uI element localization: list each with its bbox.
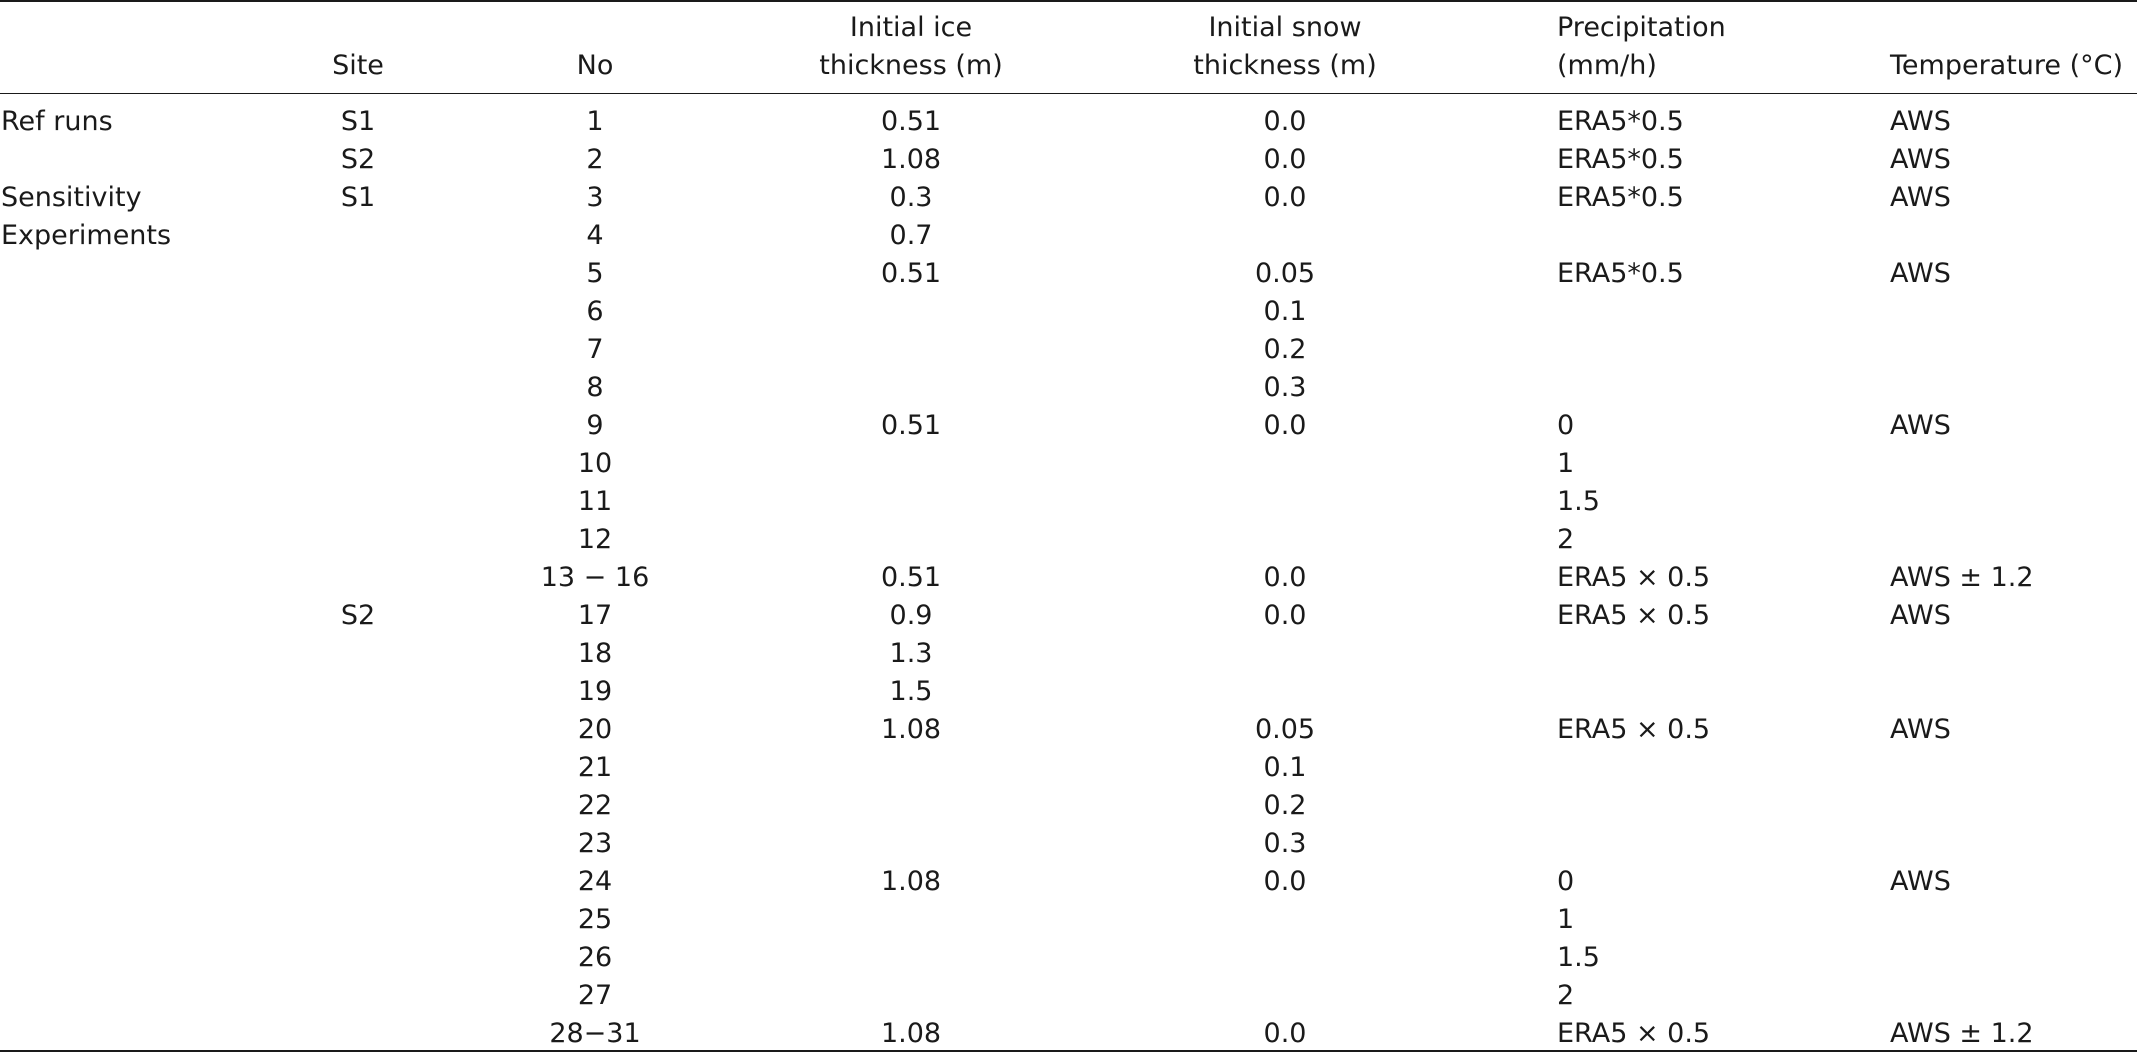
table-bottom-rule [0, 1050, 2137, 1052]
cell-group: Experiments [1, 220, 172, 251]
cell-no: 11 [577, 486, 613, 517]
cell-snow-thickness: 0.0 [1263, 600, 1307, 631]
cell-no: 28−31 [549, 1018, 641, 1049]
table-header-rule [0, 93, 2137, 94]
cell-no: 13 − 16 [540, 562, 650, 593]
cell-no: 3 [586, 182, 604, 213]
cell-temperature: AWS [1890, 410, 1951, 441]
cell-precipitation: ERA5*0.5 [1557, 144, 1684, 175]
cell-ice-thickness: 0.3 [889, 182, 933, 213]
cell-precipitation: 1 [1557, 904, 1575, 935]
cell-temperature: AWS ± 1.2 [1890, 562, 2034, 593]
cell-snow-thickness: 0.1 [1263, 752, 1307, 783]
cell-no: 20 [577, 714, 613, 745]
cell-ice-thickness: 1.08 [880, 1018, 942, 1049]
cell-no: 23 [577, 828, 613, 859]
cell-precipitation: ERA5*0.5 [1557, 182, 1684, 213]
cell-precipitation: ERA5*0.5 [1557, 106, 1684, 137]
cell-temperature: AWS [1890, 866, 1951, 897]
cell-precipitation: ERA5 × 0.5 [1557, 600, 1711, 631]
cell-no: 4 [586, 220, 604, 251]
cell-ice-thickness: 1.5 [889, 676, 933, 707]
cell-no: 7 [586, 334, 604, 365]
cell-snow-thickness: 0.0 [1263, 410, 1307, 441]
cell-no: 22 [577, 790, 613, 821]
cell-site: S1 [340, 106, 376, 137]
header-no: No [576, 50, 614, 81]
header-ice-line1: Initial ice [849, 12, 973, 43]
header-temperature: Temperature (°C) [1890, 50, 2124, 81]
cell-ice-thickness: 0.51 [880, 562, 942, 593]
cell-precipitation: ERA5 × 0.5 [1557, 1018, 1711, 1049]
cell-group: Ref runs [1, 106, 113, 137]
cell-temperature: AWS [1890, 144, 1951, 175]
cell-group: Sensitivity [1, 182, 142, 213]
header-ice-line2: thickness (m) [819, 50, 1003, 81]
cell-no: 1 [586, 106, 604, 137]
cell-snow-thickness: 0.3 [1263, 828, 1307, 859]
cell-snow-thickness: 0.05 [1254, 258, 1316, 289]
cell-no: 9 [586, 410, 604, 441]
cell-no: 8 [586, 372, 604, 403]
cell-no: 6 [586, 296, 604, 327]
cell-no: 18 [577, 638, 613, 669]
cell-snow-thickness: 0.0 [1263, 1018, 1307, 1049]
cell-precipitation: ERA5 × 0.5 [1557, 562, 1711, 593]
cell-temperature: AWS ± 1.2 [1890, 1018, 2034, 1049]
header-snow-line2: thickness (m) [1193, 50, 1377, 81]
cell-site: S2 [340, 144, 376, 175]
cell-ice-thickness: 0.51 [880, 410, 942, 441]
cell-site: S2 [340, 600, 376, 631]
cell-snow-thickness: 0.0 [1263, 562, 1307, 593]
cell-ice-thickness: 1.08 [880, 144, 942, 175]
cell-snow-thickness: 0.0 [1263, 182, 1307, 213]
cell-no: 19 [577, 676, 613, 707]
cell-snow-thickness: 0.2 [1263, 790, 1307, 821]
cell-no: 21 [577, 752, 613, 783]
cell-no: 24 [577, 866, 613, 897]
cell-ice-thickness: 0.7 [889, 220, 933, 251]
cell-no: 2 [586, 144, 604, 175]
cell-no: 27 [577, 980, 613, 1011]
header-precip-line2: (mm/h) [1557, 50, 1657, 81]
cell-site: S1 [340, 182, 376, 213]
cell-precipitation: 1.5 [1557, 942, 1600, 973]
cell-no: 17 [577, 600, 613, 631]
cell-precipitation: 0 [1557, 866, 1575, 897]
cell-snow-thickness: 0.05 [1254, 714, 1316, 745]
cell-precipitation: 2 [1557, 980, 1575, 1011]
cell-precipitation: 1 [1557, 448, 1575, 479]
cell-no: 12 [577, 524, 613, 555]
cell-ice-thickness: 1.08 [880, 866, 942, 897]
header-precip-line1: Precipitation [1557, 12, 1726, 43]
cell-temperature: AWS [1890, 714, 1951, 745]
cell-no: 25 [577, 904, 613, 935]
cell-no: 10 [577, 448, 613, 479]
cell-snow-thickness: 0.0 [1263, 106, 1307, 137]
cell-precipitation: 1.5 [1557, 486, 1600, 517]
header-site: Site [332, 50, 384, 81]
cell-snow-thickness: 0.2 [1263, 334, 1307, 365]
cell-precipitation: ERA5 × 0.5 [1557, 714, 1711, 745]
cell-no: 26 [577, 942, 613, 973]
cell-precipitation: ERA5*0.5 [1557, 258, 1684, 289]
cell-ice-thickness: 0.51 [880, 106, 942, 137]
cell-temperature: AWS [1890, 258, 1951, 289]
cell-snow-thickness: 0.3 [1263, 372, 1307, 403]
cell-snow-thickness: 0.0 [1263, 144, 1307, 175]
cell-precipitation: 0 [1557, 410, 1575, 441]
header-snow-line1: Initial snow [1208, 12, 1362, 43]
table-top-rule [0, 0, 2137, 2]
cell-snow-thickness: 0.0 [1263, 866, 1307, 897]
cell-ice-thickness: 0.9 [889, 600, 933, 631]
cell-ice-thickness: 0.51 [880, 258, 942, 289]
cell-temperature: AWS [1890, 182, 1951, 213]
cell-snow-thickness: 0.1 [1263, 296, 1307, 327]
cell-ice-thickness: 1.3 [889, 638, 933, 669]
cell-ice-thickness: 1.08 [880, 714, 942, 745]
cell-temperature: AWS [1890, 106, 1951, 137]
cell-temperature: AWS [1890, 600, 1951, 631]
cell-no: 5 [586, 258, 604, 289]
cell-precipitation: 2 [1557, 524, 1575, 555]
